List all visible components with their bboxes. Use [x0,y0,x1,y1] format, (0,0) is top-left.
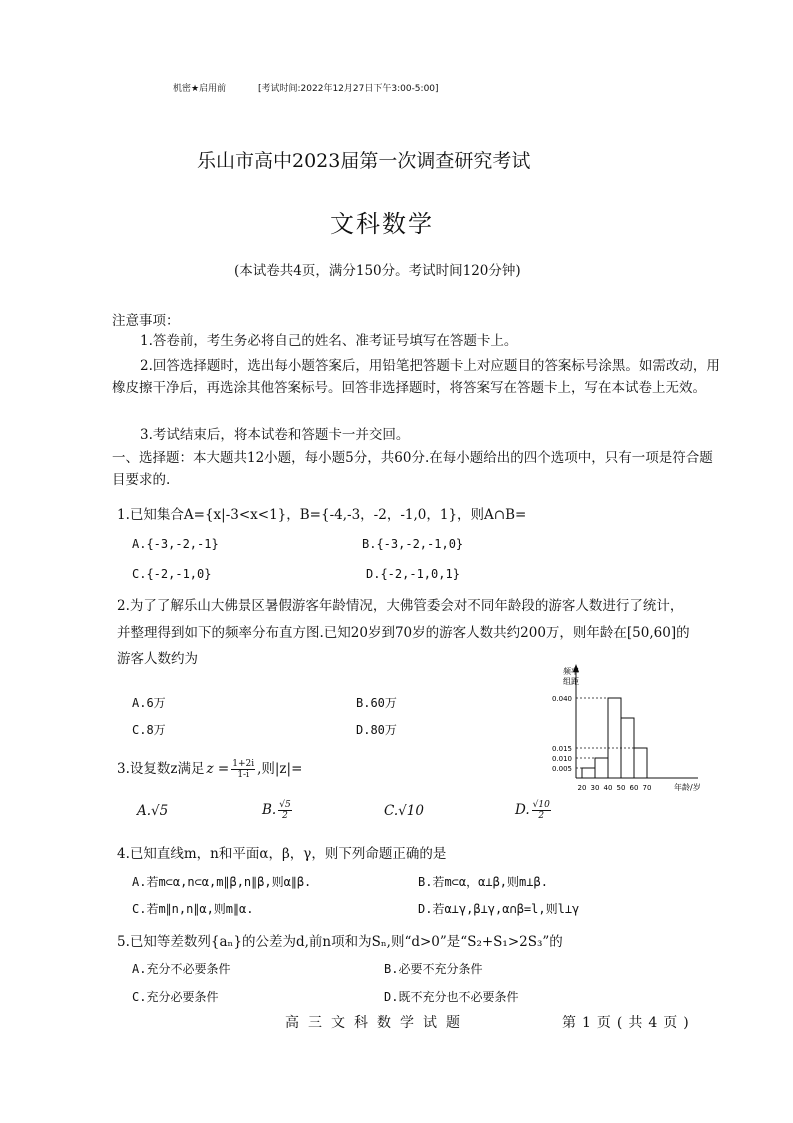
x-tick-label: 60 [629,784,639,792]
histogram-bar [634,748,647,778]
q4-option-c: C.若m∥n,n∥α,则m∥α. [132,902,254,916]
q4-option-a: A.若m⊂α,n⊂α,m∥β,n∥β,则α∥β. [132,875,312,889]
q3-option-d-den: 2 [538,811,545,821]
q3-stem-prefix: 3.设复数z满足 [117,761,205,777]
x-tick-label: 50 [616,784,626,792]
q3-stem [117,757,302,780]
q1-option-b: B.{-3,-2,-1,0} [362,537,464,551]
notice-item-2: 2.回答选择题时，选出每小题答案后，用铅笔把答题卡上对应题目的答案标号涂黑。如需改动，用橡皮擦干净后，再选涂其他答案标号。回答非选择题时，将答案写在答题卡上，写在本试卷上无效。 [112,358,720,396]
q3-fraction [231,759,255,780]
q2-stem-line2: 并整理得到如下的频率分布直方图.已知20岁到70岁的游客人数共约200万，则年龄在[50,60]的 [117,625,690,641]
q2-stem-line1: 2.为了了解乐山大佛景区暑假游客年龄情况，大佛管委会对不同年龄段的游客人数进行了统计， [117,598,684,614]
notice-item-3: 3.考试结束后，将本试卷和答题卡一并交回。 [140,427,410,443]
q3-z-label: z = [206,761,230,777]
q3-option-b [262,800,294,821]
q3-option-b-num: √5 [279,800,291,810]
q1-stem: 1.已知集合A={x|-3<x<1}，B={-4,-3，-2，-1,0，1}，则A∩B= [117,507,527,523]
histogram-bar [608,698,621,778]
q2-option-b: B.60万 [356,696,397,710]
q3-option-d-num: √10 [532,800,550,810]
section1-intro: 一、选择题：本大题共12小题，每小题5分，共60分.在每小题给出的四个选项中，只有一项是符合题目要求的. [112,450,713,488]
exam-title: 乐山市高中2023届第一次调查研究考试 [197,150,531,172]
q3-option-a: A.√5 [137,803,169,819]
histogram-bar [595,758,608,778]
y-tick-label: 0.010 [551,755,572,763]
q1-option-d: D.{-2,-1,0,1} [366,567,460,581]
q5-option-c: C.充分必要条件 [132,990,219,1004]
footer-page: 第1页(共4页) [562,1015,695,1031]
q3-stem-suffix: ,则|z|= [257,761,303,777]
q3-option-b-frac [278,800,291,821]
frequency-histogram [526,660,706,800]
q4-stem: 4.已知直线m，n和平面α，β，γ，则下列命题正确的是 [117,846,447,862]
q1-option-a: A.{-3,-2,-1} [132,537,219,551]
q3-frac-num: 1+2i [232,759,255,769]
exam-note: (本试卷共4页，满分150分。考试时间120分钟) [234,263,521,279]
q5-option-d: D.既不充分也不必要条件 [384,990,519,1004]
exam-time-note: [考试时间:2022年12月27日下午3:00-5:00] [258,84,439,94]
notice-heading: 注意事项： [112,313,180,329]
y-axis-label-2: 组距 [563,677,579,686]
q2-option-d: D.80万 [356,723,397,737]
q2-option-a: A.6万 [132,696,166,710]
x-tick-label: 70 [642,784,652,792]
q1-option-c: C.{-2,-1,0} [132,567,212,581]
q3-option-d-frac [532,800,551,821]
q3-option-d-label: D. [515,802,530,818]
y-axis-label: 频率 [563,667,579,676]
secret-label: 机密★启用前 [173,84,227,94]
y-tick-label: 0.040 [551,695,572,703]
y-tick-label: 0.005 [551,765,572,773]
q5-option-a: A.充分不必要条件 [132,962,231,976]
q4-option-d: D.若α⊥γ,β⊥γ,α∩β=l,则l⊥γ [418,902,580,916]
q5-stem: 5.已知等差数列{aₙ}的公差为d,前n项和为Sₙ,则“d>0”是“S₂+S₁>2S₃”的 [117,934,563,950]
q3-option-b-den: 2 [282,811,288,821]
q3-option-b-label: B. [262,802,277,818]
q2-stem-line3: 游客人数约为 [117,651,198,667]
histogram-bar [582,768,595,778]
footer-title: 高三文科数学试题 [285,1015,469,1031]
notice-item-1: 1.答卷前，考生务必将自己的姓名、准考证号填写在答题卡上。 [140,333,518,349]
x-axis-label: 年龄/岁 [674,783,701,792]
q4-option-b: B.若m⊂α，α⊥β,则m⊥β. [418,875,548,889]
q2-option-c: C.8万 [132,723,166,737]
x-tick-label: 20 [577,784,587,792]
q3-option-c: C.√10 [384,803,424,819]
subject-title: 文科数学 [330,210,434,238]
q5-option-b: B.必要不充分条件 [384,962,483,976]
x-tick-label: 30 [590,784,600,792]
q3-option-d [515,800,553,821]
q3-frac-den: 1-i [237,770,249,780]
y-tick-label: 0.015 [551,745,572,753]
x-tick-label: 40 [603,784,613,792]
